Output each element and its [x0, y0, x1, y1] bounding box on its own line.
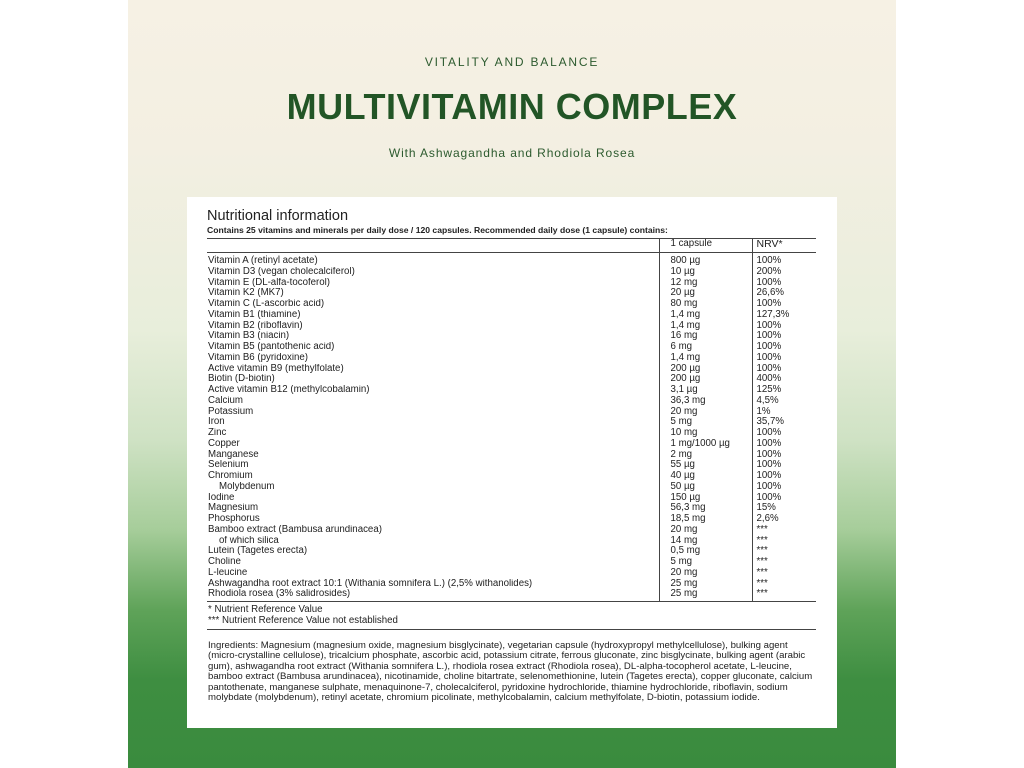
nutrient-amount: 20 mg — [659, 407, 752, 418]
table-row — [207, 299, 816, 310]
footnotes — [207, 605, 816, 630]
table-row — [207, 568, 816, 579]
nutrient-name: Vitamin D3 (vegan cholecalciferol) — [208, 266, 355, 277]
nutrient-name: Magnesium — [208, 503, 259, 514]
nutrient-amount: 200 µg — [659, 374, 752, 385]
table-row — [207, 321, 816, 332]
nutrient-name: Selenium — [208, 460, 249, 471]
nutrient-nrv: 100% — [752, 253, 816, 267]
nutrient-amount: 0,5 mg — [659, 546, 752, 557]
nutrient-name: Calcium — [208, 395, 243, 406]
nutrient-nrv: 100% — [752, 471, 816, 482]
nutrient-nrv: 100% — [752, 482, 816, 493]
nutrient-amount: 20 mg — [659, 525, 752, 536]
nutrient-nrv: 100% — [752, 428, 816, 439]
table-row — [207, 525, 816, 536]
footnote-nrv: * Nutrient Reference Value — [208, 604, 323, 615]
nutrient-amount: 56,3 mg — [659, 503, 752, 514]
nutrient-nrv: *** — [752, 525, 816, 536]
nutrient-amount: 3,1 µg — [659, 385, 752, 396]
nutrition-table-body — [207, 253, 816, 602]
nutrient-amount: 150 µg — [659, 493, 752, 504]
nutrient-nrv: 1% — [752, 407, 816, 418]
nutrient-nrv: *** — [752, 579, 816, 590]
nutrient-amount: 55 µg — [659, 460, 752, 471]
nutrient-amount: 80 mg — [659, 299, 752, 310]
nutrient-name: Molybdenum — [219, 481, 275, 492]
header-nutrient — [207, 239, 659, 253]
nutrient-name: Iodine — [208, 492, 235, 503]
nutrient-amount: 12 mg — [659, 278, 752, 289]
nutrient-nrv: *** — [752, 589, 816, 601]
nutrient-amount: 1 mg/1000 µg — [659, 439, 752, 450]
nutrient-name: Copper — [208, 438, 240, 449]
table-row — [207, 589, 816, 601]
table-row — [207, 514, 816, 525]
nutrient-nrv: 26,6% — [752, 288, 816, 299]
nutrient-nrv: *** — [752, 557, 816, 568]
nutrition-table — [207, 238, 816, 602]
header-capsule: 1 capsule — [659, 239, 752, 253]
nutrient-name: Vitamin B5 (pantothenic acid) — [208, 342, 335, 352]
nutrient-name: Iron — [208, 417, 225, 428]
nutrition-label — [207, 207, 816, 704]
nutrient-name: Potassium — [208, 406, 254, 417]
nutrient-amount: 5 mg — [659, 557, 752, 568]
table-row — [207, 288, 816, 299]
nutrient-nrv: 100% — [752, 364, 816, 375]
table-row — [207, 503, 816, 514]
nutrient-name: Vitamin B3 (niacin) — [208, 331, 290, 342]
nutrient-amount: 14 mg — [659, 536, 752, 547]
nutrient-name: Active vitamin B12 (methylcobalamin) — [208, 385, 370, 395]
nutrient-amount: 20 µg — [659, 288, 752, 299]
nutrient-name: Vitamin K2 (MK7) — [208, 288, 284, 299]
table-row — [207, 460, 816, 471]
table-row — [207, 253, 816, 267]
header-nrv: NRV* — [752, 239, 816, 253]
nutrient-nrv: 100% — [752, 299, 816, 310]
nutrient-nrv: 4,5% — [752, 396, 816, 407]
nutrient-nrv: 15% — [752, 503, 816, 514]
nutrient-amount: 2 mg — [659, 450, 752, 461]
nutrient-nrv: 100% — [752, 353, 816, 364]
nutrient-nrv: 100% — [752, 460, 816, 471]
table-row — [207, 482, 816, 493]
nutrient-nrv: 100% — [752, 439, 816, 450]
table-row — [207, 364, 816, 375]
nutrient-name: Active vitamin B9 (methylfolate) — [208, 363, 344, 374]
nutrient-nrv: 100% — [752, 331, 816, 342]
nutrient-amount: 6 mg — [659, 342, 752, 353]
nutrient-name: Chromium — [208, 471, 253, 481]
nutrient-amount: 800 µg — [659, 253, 752, 267]
nutrient-nrv: 2,6% — [752, 514, 816, 525]
table-row — [207, 493, 816, 504]
table-row — [207, 310, 816, 321]
nutrient-name: of which silica — [219, 535, 279, 546]
table-row — [207, 353, 816, 364]
nutrient-amount: 36,3 mg — [659, 396, 752, 407]
eyebrow-text: VITALITY AND BALANCE — [424, 55, 600, 69]
table-row — [207, 557, 816, 568]
table-row — [207, 450, 816, 461]
nutrient-name: Bamboo extract (Bambusa arundinacea) — [208, 524, 382, 535]
nutrient-nrv: 200% — [752, 267, 816, 278]
table-header-row — [207, 239, 816, 253]
nutrient-nrv: 400% — [752, 374, 816, 385]
nutrition-heading: Nutritional information — [207, 208, 349, 224]
nutrition-label-card — [187, 197, 837, 728]
nutrition-subheading: Contains 25 vitamins and minerals per daily dose / 120 capsules. Recommended daily dose (1 capsule) contains: — [207, 225, 668, 235]
product-title: MULTIVITAMIN COMPLEX — [286, 86, 738, 127]
table-row — [207, 417, 816, 428]
table-row — [207, 407, 816, 418]
nutrient-nrv: 100% — [752, 342, 816, 353]
table-row — [207, 546, 816, 557]
nutrient-amount: 20 mg — [659, 568, 752, 579]
nutrient-name: Manganese — [208, 449, 259, 460]
nutrient-nrv: *** — [752, 536, 816, 547]
nutrient-name: Vitamin C (L-ascorbic acid) — [208, 299, 325, 309]
nutrient-nrv: 127,3% — [752, 310, 816, 321]
nutrient-amount: 10 µg — [659, 267, 752, 278]
nutrient-amount: 40 µg — [659, 471, 752, 482]
table-row — [207, 536, 816, 547]
nutrient-name: Rhodiola rosea (3% salidrosides) — [207, 589, 659, 601]
table-row — [207, 579, 816, 590]
nutrient-nrv: 100% — [752, 450, 816, 461]
table-row — [207, 267, 816, 278]
table-row — [207, 374, 816, 385]
product-panel — [128, 0, 896, 768]
nutrient-name: L-leucine — [208, 567, 248, 578]
nutrient-amount: 50 µg — [659, 482, 752, 493]
table-row — [207, 396, 816, 407]
nutrient-name: Zinc — [208, 428, 227, 438]
nutrient-amount: 1,4 mg — [659, 321, 752, 332]
nutrient-nrv: 100% — [752, 321, 816, 332]
nutrient-name: Phosphorus — [208, 514, 260, 524]
table-row — [207, 342, 816, 353]
nutrient-amount: 25 mg — [659, 579, 752, 590]
nutrient-amount: 1,4 mg — [659, 310, 752, 321]
table-row — [207, 385, 816, 396]
nutrient-name: Vitamin B1 (thiamine) — [208, 309, 301, 320]
table-row — [207, 278, 816, 289]
table-row — [207, 428, 816, 439]
nutrient-amount: 16 mg — [659, 331, 752, 342]
table-row — [207, 331, 816, 342]
nutrient-amount: 200 µg — [659, 364, 752, 375]
nutrient-name: Vitamin A (retinyl acetate) — [208, 255, 318, 266]
nutrient-nrv: *** — [752, 546, 816, 557]
nutrient-name: Choline — [208, 557, 241, 567]
nutrient-name: Lutein (Tagetes erecta) — [208, 546, 308, 557]
nutrient-name: Vitamin B6 (pyridoxine) — [208, 352, 308, 363]
nutrient-name: Biotin (D-biotin) — [208, 374, 275, 385]
table-row — [207, 471, 816, 482]
nutrient-amount: 10 mg — [659, 428, 752, 439]
nutrient-name: Vitamin E (DL-alfa-tocoferol) — [208, 277, 331, 288]
nutrient-nrv: 100% — [752, 493, 816, 504]
nutrient-nrv: 35,7% — [752, 417, 816, 428]
nutrient-nrv: *** — [752, 568, 816, 579]
nutrient-nrv: 100% — [752, 278, 816, 289]
nutrient-name: Vitamin B2 (riboflavin) — [208, 320, 303, 331]
nutrient-name: Ashwagandha root extract 10:1 (Withania somnifera L.) (2,5% withanolides) — [208, 578, 533, 589]
product-subtitle: With Ashwagandha and Rhodiola Rosea — [388, 146, 636, 160]
table-row — [207, 439, 816, 450]
footnote-not-established: *** Nutrient Reference Value not established — [208, 614, 398, 626]
nutrient-amount: 1,4 mg — [659, 353, 752, 364]
nutrient-amount: 5 mg — [659, 417, 752, 428]
ingredients-text: Ingredients: Magnesium (magnesium oxide, magnesium bisglycinate), vegetarian capsule (hydroxypropyl methylcellulose), bulking agent (micro-crystalline cellulose), tricalcium phosphate, ascorbic acid, potassium citrate, ferrous gluconate, zinc bisglycinate, bulking agent (arabic gum), ashwagandha root extract (Withania somnifera L.), rhodiola rosea extract (Rhodiola rosea), DL-alpha-tocopherol acetate, L-leucine, bamboo extract (Bambusa arundinacea), nicotinamide, choline bitartrate, selenomethionine, lutein (Tagetes erecta), copper gluconate, calcium pantothenate, manganese sulphate, menaquinone-7, cholecalciferol, pyridoxine hydrochloride, thiamine hydrochloride, riboflavin, sodium molybdate (molybdenum), retinyl acetate, chromium picolinate, methylcobalamin, calcium methylfolate, D-biotin, potassium iodide. — [208, 639, 813, 704]
nutrient-amount: 18,5 mg — [659, 514, 752, 525]
nutrient-nrv: 125% — [752, 385, 816, 396]
nutrient-amount: 25 mg — [659, 589, 752, 601]
